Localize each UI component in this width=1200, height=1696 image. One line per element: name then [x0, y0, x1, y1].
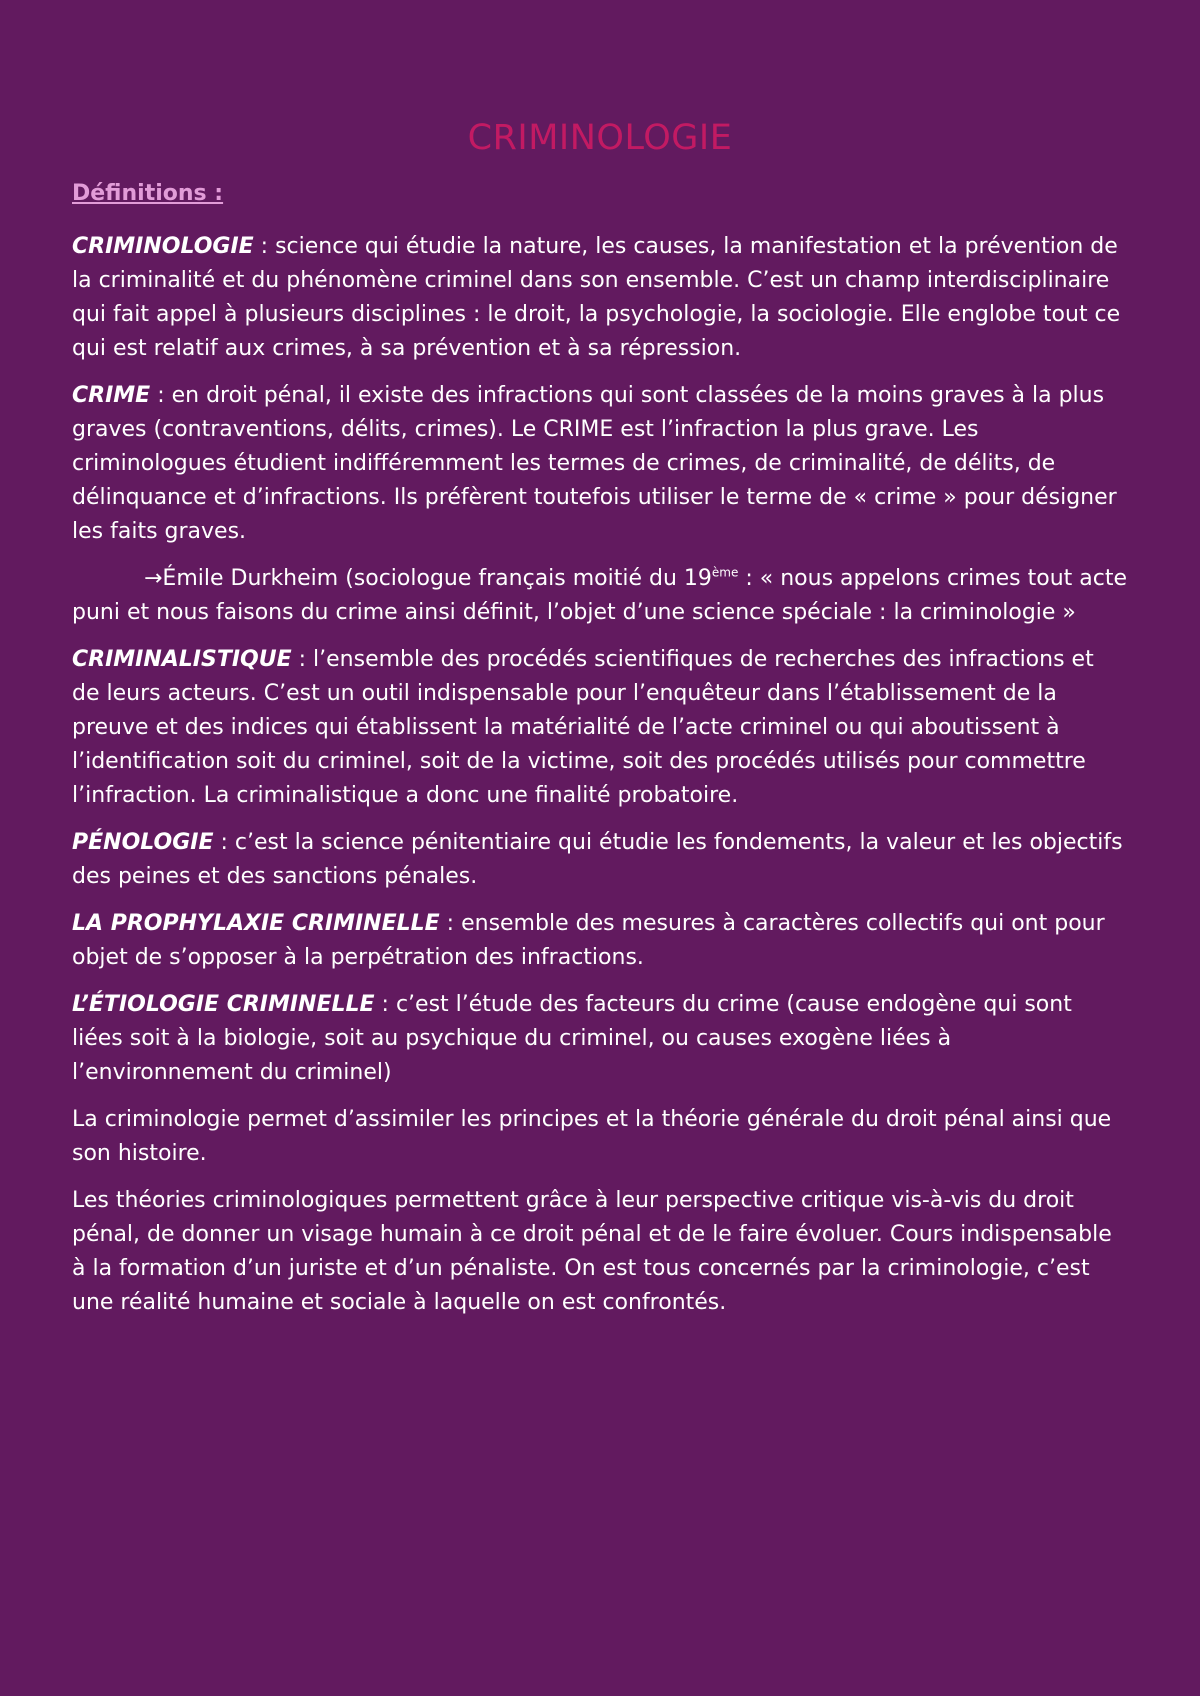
document-title: CRIMINOLOGIE	[467, 118, 733, 158]
definition-crime: : en droit pénal, il existe des infractions qui sont classées de la moins graves à la plus graves (contraventions, délits, crimes). Le CRIME est l’infraction la plus grave. Les criminologues étudient indifféremment les termes de crimes, de criminalité, de délits, de délinquance et d’infractions. Ils préfèrent toutefois utiliser le terme de « crime » pour désigner les faits graves.	[72, 383, 1117, 544]
paragraph-durkheim-quote	[72, 562, 1128, 630]
section-label-definitions: Définitions :	[72, 181, 224, 206]
durkheim-text-end: : « nous appelons crimes tout acte puni et nous faisons du crime ainsi définit, l’objet d’une science spéciale : la criminologie »	[72, 566, 1128, 625]
definition-penologie: : c’est la science pénitentiaire qui étudie les fondements, la valeur et les objectifs des peines et des sanctions pénales.	[72, 830, 1123, 889]
term-etiologie: L’ÉTIOLOGIE CRIMINELLE	[72, 992, 375, 1017]
paragraph-penologie	[72, 826, 1128, 894]
term-crime: CRIME	[72, 383, 151, 408]
paragraph-etiologie	[72, 988, 1128, 1090]
definition-etiologie: : c’est l’étude des facteurs du crime (cause endogène qui sont liées soit à la biologie, soit au psychique du criminel, ou causes exogène liées à l’environnement du criminel)	[72, 992, 1072, 1085]
durkheim-superscript: ème	[711, 565, 739, 580]
paragraph-theories: Les théories criminologiques permettent grâce à leur perspective critique vis-à-vis du droit pénal, de donner un visage humain à ce droit pénal et de le faire évoluer. Cours indispensable à la formation d’un juriste et d’un pénaliste. On est tous concernés par la criminologie, c’est une réalité humaine et sociale à laquelle on est confrontés.	[72, 1188, 1112, 1315]
paragraph-crime	[72, 379, 1128, 549]
paragraph-criminalistique	[72, 643, 1128, 813]
term-criminalistique: CRIMINALISTIQUE	[72, 647, 292, 672]
term-penologie: PÉNOLOGIE	[72, 830, 214, 855]
paragraph-prophylaxie	[72, 907, 1128, 975]
paragraph-assimiler: La criminologie permet d’assimiler les principes et la théorie générale du droit pénal ainsi que son histoire.	[72, 1107, 1112, 1166]
paragraph-criminologie	[72, 230, 1128, 366]
definition-prophylaxie: : ensemble des mesures à caractères collectifs qui ont pour objet de s’opposer à la perpétration des infractions.	[72, 911, 1105, 970]
term-criminologie: CRIMINOLOGIE	[72, 234, 254, 259]
durkheim-text-start: →Émile Durkheim (sociologue français moitié du 19	[144, 566, 712, 591]
definition-criminologie: : science qui étudie la nature, les causes, la manifestation et la prévention de la criminalité et du phénomène criminel dans son ensemble. C’est un champ interdisciplinaire qui fait appel à plusieurs disciplines : le droit, la psychologie, la sociologie. Elle englobe tout ce qui est relatif aux crimes, à sa prévention et à sa répression.	[72, 234, 1121, 361]
definition-criminalistique: : l’ensemble des procédés scientifiques de recherches des infractions et de leurs acteurs. C’est un outil indispensable pour l’enquêteur dans l’établissement de la preuve et des indices qui établissent la matérialité de l’acte criminel ou qui aboutissent à l’identification soit du criminel, soit de la victime, soit des procédés utilisés pour commettre l’infraction. La criminalistique a donc une finalité probatoire.	[72, 647, 1094, 808]
term-prophylaxie: LA PROPHYLAXIE CRIMINELLE	[72, 911, 440, 936]
